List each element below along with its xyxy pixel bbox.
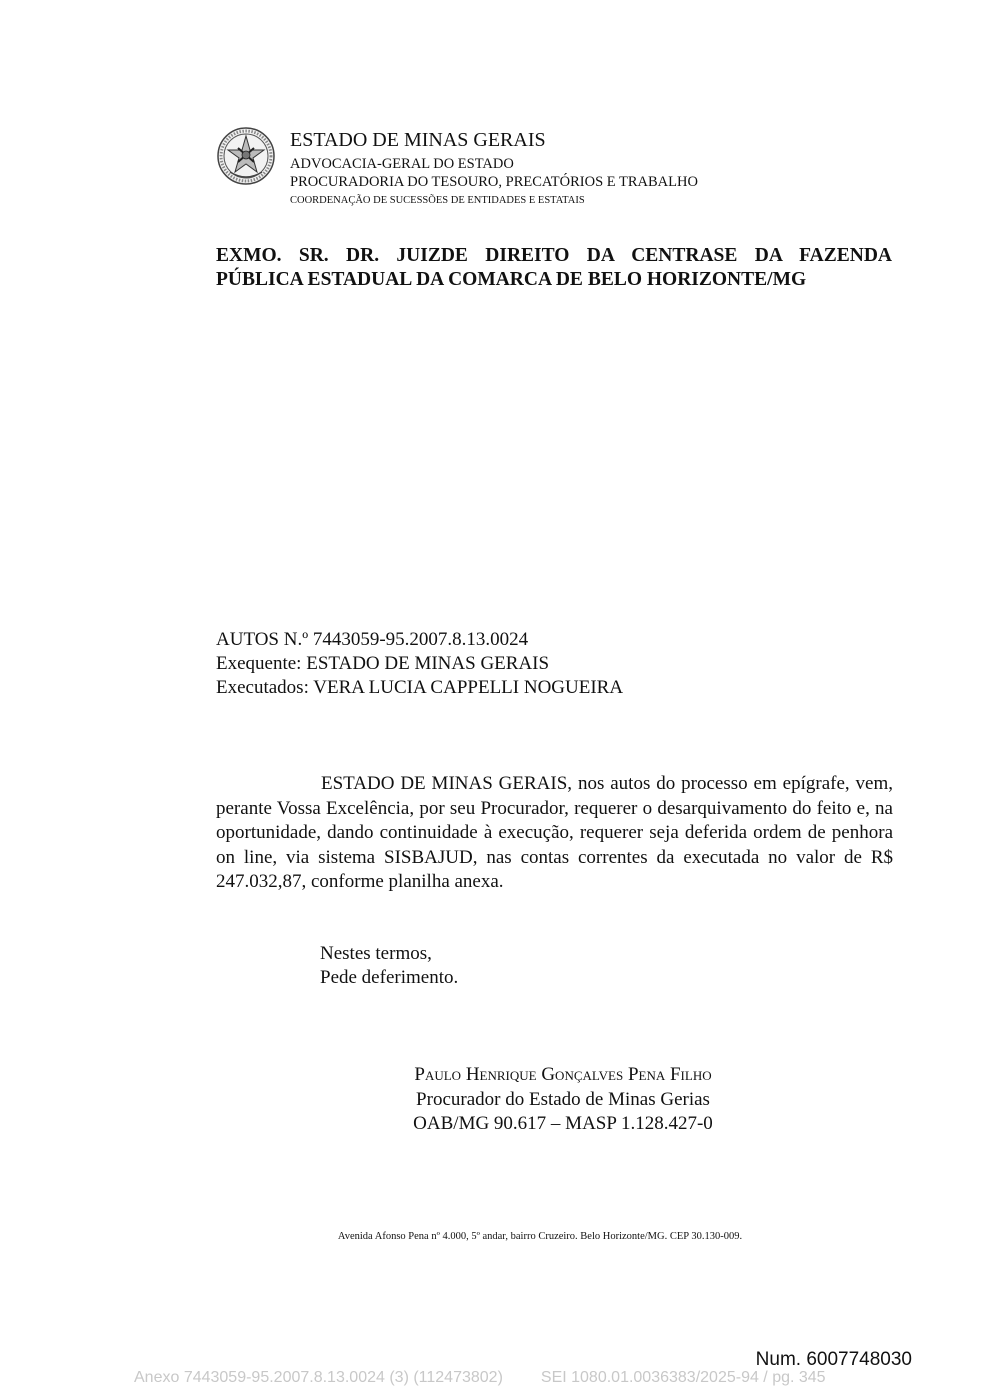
system-stamp [134,1369,826,1387]
signer-registration: OAB/MG 90.617 – MASP 1.128.427-0 [413,1113,713,1134]
case-number: AUTOS N.º 7443059-95.2007.8.13.0024 [216,629,529,650]
signature-block [320,1063,806,1137]
petition-body: ESTADO DE MINAS GERAIS, nos autos do processo em epígrafe, vem, perante Vossa Excelência, por seu Procurador, requerer o desarquivamento do feito e, na oportunidade, dando continuidade à execução, requerer seja deferida ordem de penhora on line, via sistema SISBAJUD, nas contas correntes da executada no valor de R$ 247.032,87, conforme planilha anexa. [216,773,893,892]
addressee-line-1: EXMO. SR. DR. JUIZDE DIREITO DA CENTRASE DA FAZENDA [216,245,892,266]
case-defendant: Executados: VERA LUCIA CAPPELLI NOGUEIRA [216,677,624,698]
sei-reference: SEI 1080.01.0036383/2025-94 / pg. 345 [540,1369,826,1386]
addressee-heading [216,244,892,292]
addressee-line-2: PÚBLICA ESTADUAL DA COMARCA DE BELO HORIZONTE/MG [216,269,807,290]
header-agency: ADVOCACIA-GERAL DO ESTADO [290,156,514,172]
signer-name: Paulo Henrique Gonçalves Pena Filho [414,1064,712,1085]
coat-of-arms-seal-icon [216,126,276,186]
closing-line-2: Pede deferimento. [320,967,459,988]
header-coordination: COORDENAÇÃO DE SUCESSÕES DE ENTIDADES E ESTATAIS [290,195,585,206]
header-state-name: ESTADO DE MINAS GERAIS [290,129,546,151]
annex-reference: Anexo 7443059-95.2007.8.13.0024 (3) (112473802) [134,1369,503,1386]
footer-address: Avenida Afonso Pena nº 4.000, 5º andar, bairro Cruzeiro. Belo Horizonte/MG. CEP 30.130-009. [337,1231,743,1242]
document-number: Num. 6007748030 [755,1349,912,1370]
header-office: PROCURADORIA DO TESOURO, PRECATÓRIOS E TRABALHO [290,174,698,190]
signer-role: Procurador do Estado de Minas Gerias [416,1088,710,1110]
case-plaintiff: Exequente: ESTADO DE MINAS GERAIS [216,653,550,674]
closing-line-1: Nestes termos, [320,943,432,964]
closing-formula [320,942,458,990]
case-identification [216,628,623,700]
